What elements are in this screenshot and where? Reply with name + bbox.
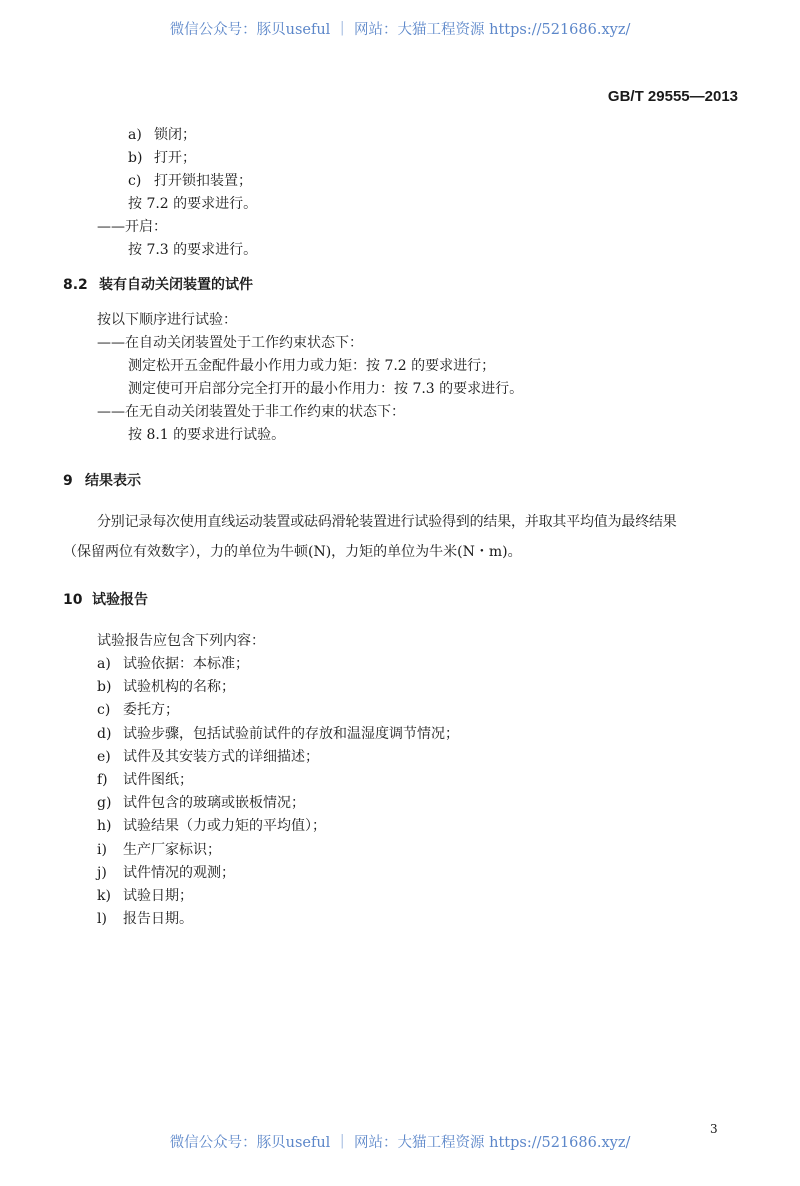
text-line: 按 7.3 的要求进行。 xyxy=(128,242,258,258)
list-item xyxy=(97,701,179,719)
section-title: 结果表示 xyxy=(85,473,141,489)
section-heading xyxy=(63,591,148,609)
item-label: e) xyxy=(97,748,111,765)
dash-line: ——在自动关闭装置处于工作约束状态下： xyxy=(97,335,363,351)
item-label: g) xyxy=(97,795,112,812)
dash-line: ——在无自动关闭装置处于非工作约束的状态下： xyxy=(97,404,405,420)
list-item xyxy=(97,748,319,766)
item-text: 试件包含的玻璃或嵌板情况； xyxy=(123,795,305,812)
item-text: 打开； xyxy=(154,150,196,166)
item-text: 报告日期。 xyxy=(123,911,193,928)
item-text: 试验步骤，包括试验前试件的存放和温湿度调节情况； xyxy=(123,725,459,742)
section-number: 10 xyxy=(63,592,83,608)
item-label: a) xyxy=(97,656,111,672)
item-text: 锁闭； xyxy=(154,127,196,143)
list-item xyxy=(128,172,252,190)
list-item xyxy=(97,887,193,905)
item-text: 生产厂家标识； xyxy=(123,841,221,858)
text-line: 按 8.1 的要求进行试验。 xyxy=(128,427,286,443)
list-item xyxy=(97,725,459,743)
section-title: 试验报告 xyxy=(92,592,148,608)
list-item xyxy=(97,771,193,789)
paragraph-line: 分别记录每次使用直线运动装置或砝码滑轮装置进行试验得到的结果，并取其平均值为最终结果 xyxy=(97,514,677,530)
item-text: 试验机构的名称； xyxy=(123,679,235,696)
list-item xyxy=(97,841,221,859)
item-text: 打开锁扣装置； xyxy=(154,173,252,189)
item-label: c) xyxy=(97,702,111,719)
item-text: 试验日期； xyxy=(123,888,193,904)
watermark-top: 微信公众号：豚贝useful ｜ 网站：大猫工程资源 https://521686.xyz/ xyxy=(169,22,631,38)
list-item xyxy=(97,678,235,696)
item-text: 试验依据：本标准； xyxy=(123,656,249,672)
item-text: 委托方； xyxy=(123,702,179,719)
paragraph-line: （保留两位有效数字），力的单位为牛顿(N)，力矩的单位为牛米(N・m)。 xyxy=(63,544,522,560)
item-label: h) xyxy=(97,818,112,835)
item-label: k) xyxy=(97,888,111,904)
item-label: b) xyxy=(128,150,143,166)
item-text: 试验结果（力或力矩的平均值）； xyxy=(123,818,326,835)
item-label: b) xyxy=(97,679,112,696)
list-item xyxy=(97,794,305,812)
watermark-bottom: 微信公众号：豚贝useful ｜ 网站：大猫工程资源 https://521686.xyz/ xyxy=(169,1135,631,1151)
section-heading xyxy=(63,276,253,294)
item-label: f) xyxy=(97,772,108,788)
section-title: 装有自动关闭装置的试件 xyxy=(99,277,253,293)
list-item xyxy=(97,864,235,882)
text-line: 测定使可开启部分完全打开的最小作用力：按 7.3 的要求进行。 xyxy=(128,381,524,397)
item-label: d) xyxy=(97,725,112,742)
section-heading xyxy=(63,472,141,490)
standard-number: GB/T 29555—2013 xyxy=(607,88,738,105)
item-text: 试件情况的观测； xyxy=(123,864,235,881)
section-number: 9 xyxy=(63,473,73,489)
dash-line: ——开启： xyxy=(97,219,167,235)
item-label: l) xyxy=(97,911,107,928)
item-label: c) xyxy=(128,173,142,189)
text-line: 试验报告应包含下列内容： xyxy=(97,633,265,649)
text-line: 按 7.2 的要求进行。 xyxy=(128,196,258,212)
text-line: 测定松开五金配件最小作用力或力矩：按 7.2 的要求进行； xyxy=(128,358,496,374)
item-label: i) xyxy=(97,841,107,858)
list-item xyxy=(97,655,249,673)
item-label: a) xyxy=(128,127,142,143)
text-line: 按以下顺序进行试验： xyxy=(97,312,237,328)
page-number: 3 xyxy=(710,1122,718,1136)
list-item xyxy=(128,149,196,167)
list-item xyxy=(97,817,326,835)
item-text: 试件图纸； xyxy=(123,772,193,788)
list-item xyxy=(128,126,196,144)
list-item xyxy=(97,910,193,928)
item-label: j) xyxy=(97,864,107,881)
item-text: 试件及其安装方式的详细描述； xyxy=(123,748,319,765)
section-number: 8.2 xyxy=(63,277,88,293)
